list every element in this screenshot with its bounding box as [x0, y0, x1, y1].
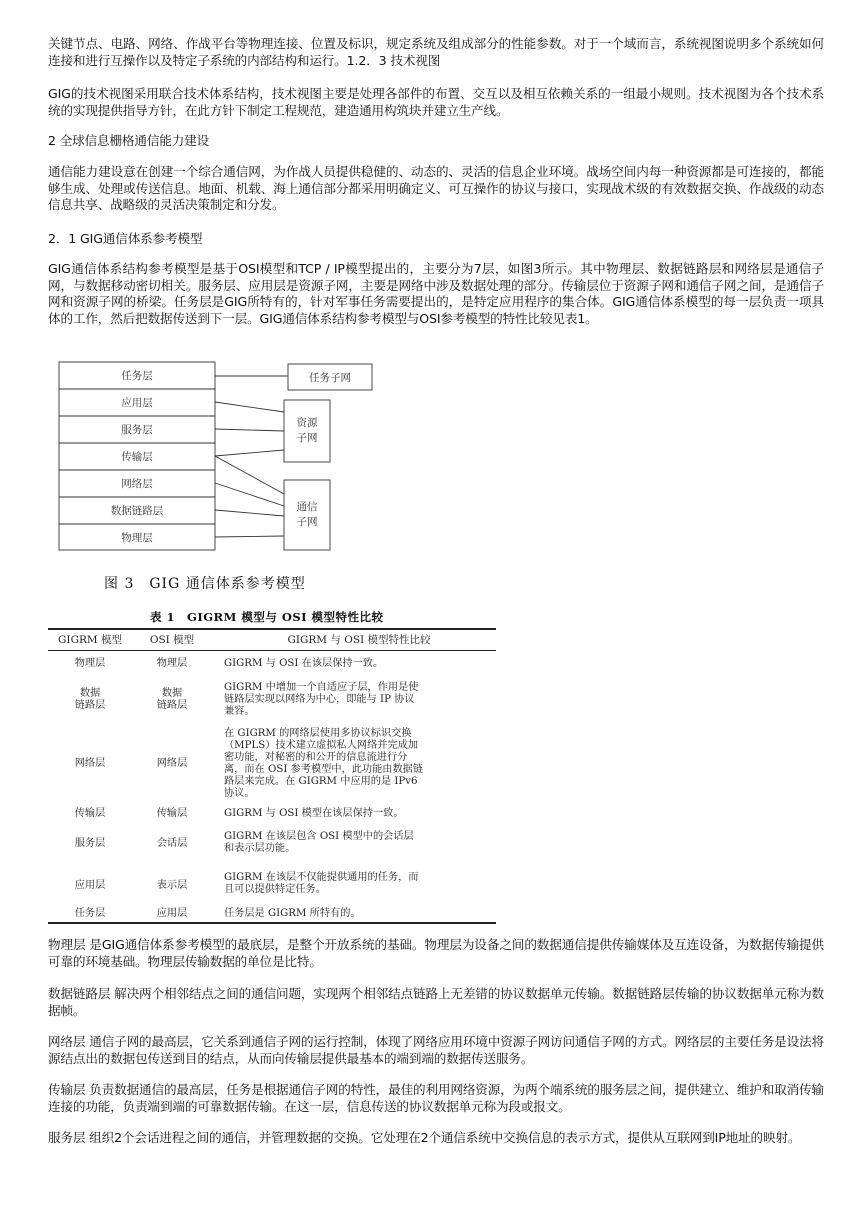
table-cell-gigrm: 任务层	[74, 908, 106, 919]
table-header-gigrm: GIGRM 模型	[58, 634, 122, 646]
connector-line	[215, 450, 284, 456]
paragraph-physical-layer: 物理层 是GIG通信体系参考模型的最底层，是整个开放系统的基础。物理层为设备之间的数据通信提供传输媒体及互连设备，为数据传输提供可靠的环境基础。物理层传输数据的单位是比特。	[48, 937, 824, 969]
table-cell-osi: 会话层	[156, 838, 188, 849]
table-cell-comparison: （MPLS）技术建立虚拟私人网络并完成加	[224, 740, 419, 751]
paragraph-service-layer: 服务层 组织2个会话进程之间的通信，并管理数据的交换。它处理在2个通信系统中交换信息的表示方式，提供从互联网到IP地址的映射。	[48, 1130, 801, 1145]
table-cell-gigrm: 网络层	[74, 758, 106, 769]
section-heading-2-1: 2．1 GIG通信体系参考模型	[48, 231, 203, 246]
table-cell-comparison: GIGRM 在该层不仅能提供通用的任务，而	[224, 872, 419, 883]
section-heading-2: 2 全球信息栅格通信能力建设	[48, 133, 210, 148]
paragraph-technical-view: GIG的技术视图采用联合技术体系结构，技术视图主要是处理各部件的布置、交互以及相互依赖关系的一组最小规则。技术视图为各个技术系统的实现提供指导方针，在此方针下制定工程规范，建造通用构筑块并建立生产线。	[48, 86, 824, 118]
paragraph-system-view: 关键节点、电路、网络、作战平台等物理连接、位置及标识，规定系统及组成部分的性能参数。对于一个域而言，系统视图说明多个系统如何连接和进行互操作以及特定子系统的内部结构和运行。1.2．3 技术视图	[48, 36, 824, 68]
table-cell-comparison: GIGRM 中增加一个自适应子层，作用是使	[224, 682, 419, 693]
table-cell-osi: 应用层	[156, 908, 188, 919]
table-cell-gigrm: 服务层	[74, 838, 106, 849]
connector-line	[215, 456, 284, 494]
table-cell-osi: 表示层	[156, 880, 188, 891]
connector-line	[215, 429, 284, 431]
resource-subnet-box	[284, 400, 330, 462]
resource-subnet-label-line1: 资源	[296, 417, 318, 429]
connector-line	[215, 402, 284, 412]
table-cell-gigrm: 数据	[79, 688, 101, 699]
table-bottom-rule	[48, 922, 496, 924]
connector-line	[215, 510, 284, 516]
table-cell-osi: 网络层	[156, 758, 188, 769]
table-header-osi: OSI 模型	[149, 634, 195, 646]
table-cell-comparison: 兼容。	[224, 706, 255, 717]
table-cell-comparison: 离，而在 OSI 参考模型中，此功能由数据链	[224, 764, 424, 775]
table-cell-osi: 数据	[161, 688, 183, 699]
table-cell-gigrm: 物理层	[74, 658, 106, 669]
gig-reference-model-figure	[58, 356, 378, 596]
table-cell-comparison: 和表示层功能。	[224, 843, 296, 854]
table-cell-comparison: 协议。	[224, 788, 255, 799]
layer-label-transport: 传输层	[121, 451, 153, 463]
paragraph-datalink-layer: 数据链路层 解决两个相邻结点之间的通信问题，实现两个相邻结点链路上无差错的协议数据单元传输。数据链路层传输的协议数据单元称为数据帧。	[48, 986, 824, 1018]
table-cell-comparison: GIGRM 与 OSI 在该层保持一致。	[224, 658, 384, 669]
table-cell-comparison: 任务层是 GIGRM 所特有的。	[224, 908, 361, 919]
table-cell-gigrm: 链路层	[74, 700, 106, 711]
table-cell-osi: 物理层	[156, 658, 188, 669]
layer-label-datalink: 数据链路层	[110, 505, 164, 517]
table-header-rule	[48, 650, 496, 651]
connector-line	[215, 536, 284, 537]
layer-label-network: 网络层	[121, 478, 153, 490]
table-cell-comparison: 链路层实现以网络为中心，即能与 IP 协议	[224, 694, 415, 705]
table-header-comparison: GIGRM 与 OSI 模型特性比较	[287, 634, 431, 646]
table-cell-comparison: 路层来完成。在 GIGRM 中应用的是 IPv6	[224, 776, 418, 787]
table-cell-comparison: 且可以提供特定任务。	[224, 884, 326, 895]
connector-line	[215, 483, 284, 506]
table-cell-gigrm: 传输层	[74, 808, 106, 819]
paragraph-reference-model: GIG通信体系结构参考模型是基于OSI模型和TCP / IP模型提出的，主要分为7层，如图3所示。其中物理层、数据链路层和网络层是通信子网，与数据移动密切相关。服务层、应用层是资源子网，主要是网络中涉及数据处理的部分。传输层位于资源子网和通信子网之间，是通信子网和资源子网的桥梁。任务层是GIG所特有的，针对军事任务需要提出的，是特定应用程序的集合体。GIG通信体系模型的每一层负责一项具体的工作，然后把数据传送到下一层。GIG通信体系结构参考模型与OSI参考模型的特性比较见表1。	[48, 261, 824, 326]
comm-subnet-box	[284, 480, 330, 550]
table-cell-osi: 链路层	[156, 700, 188, 711]
table-cell-comparison: 密功能，对秘密的和公开的信息流进行分	[224, 752, 408, 763]
layer-label-physical: 物理层	[121, 532, 153, 544]
table-cell-comparison: GIGRM 与 OSI 模型在该层保持一致。	[224, 808, 404, 819]
table-cell-comparison: 在 GIGRM 的网络层使用多协议标识交换	[224, 728, 412, 739]
paragraph-comm-capability: 通信能力建设意在创建一个综合通信网，为作战人员提供稳健的、动态的、灵活的信息企业环境。战场空间内每一种资源都是可连接的，都能够生成、处理或传送信息。地面、机载、海上通信部分都采用明确定义、可互操作的协议与接口，实现战术级的有效数据交换、作战级的动态信息共享、战略级的灵活决策制定和分发。	[48, 164, 824, 213]
paragraph-network-layer: 网络层 通信子网的最高层，它关系到通信子网的运行控制，体现了网络应用环境中资源子网访问通信子网的方式。网络层的主要任务是设法将源结点出的数据包传送到目的结点，从而向传输层提供最基本的端到端的数据传送服务。	[48, 1034, 824, 1066]
figure-caption: 图 3 GIG 通信体系参考模型	[104, 576, 306, 592]
table-title: 表 1 GIGRM 模型与 OSI 模型特性比较	[150, 610, 384, 624]
resource-subnet-label-line2: 子网	[296, 432, 318, 444]
layer-label-task: 任务层	[121, 370, 153, 382]
comm-subnet-label-line1: 通信	[296, 501, 318, 513]
layer-label-service: 服务层	[121, 424, 153, 436]
task-subnet-label: 任务子网	[309, 372, 351, 384]
layer-label-application: 应用层	[121, 397, 153, 409]
comm-subnet-label-line2: 子网	[296, 516, 318, 528]
table-cell-osi: 传输层	[156, 808, 188, 819]
table-cell-gigrm: 应用层	[74, 880, 106, 891]
paragraph-transport-layer: 传输层 负责数据通信的最高层，任务是根据通信子网的特性，最佳的利用网络资源，为两个端系统的服务层之间，提供建立、维护和取消传输连接的功能，负责端到端的可靠数据传输。在这一层，信息传送的协议数据单元称为段或报文。	[48, 1082, 824, 1114]
table-cell-comparison: GIGRM 在该层包含 OSI 模型中的会话层	[224, 831, 414, 842]
table-top-rule	[48, 628, 496, 630]
